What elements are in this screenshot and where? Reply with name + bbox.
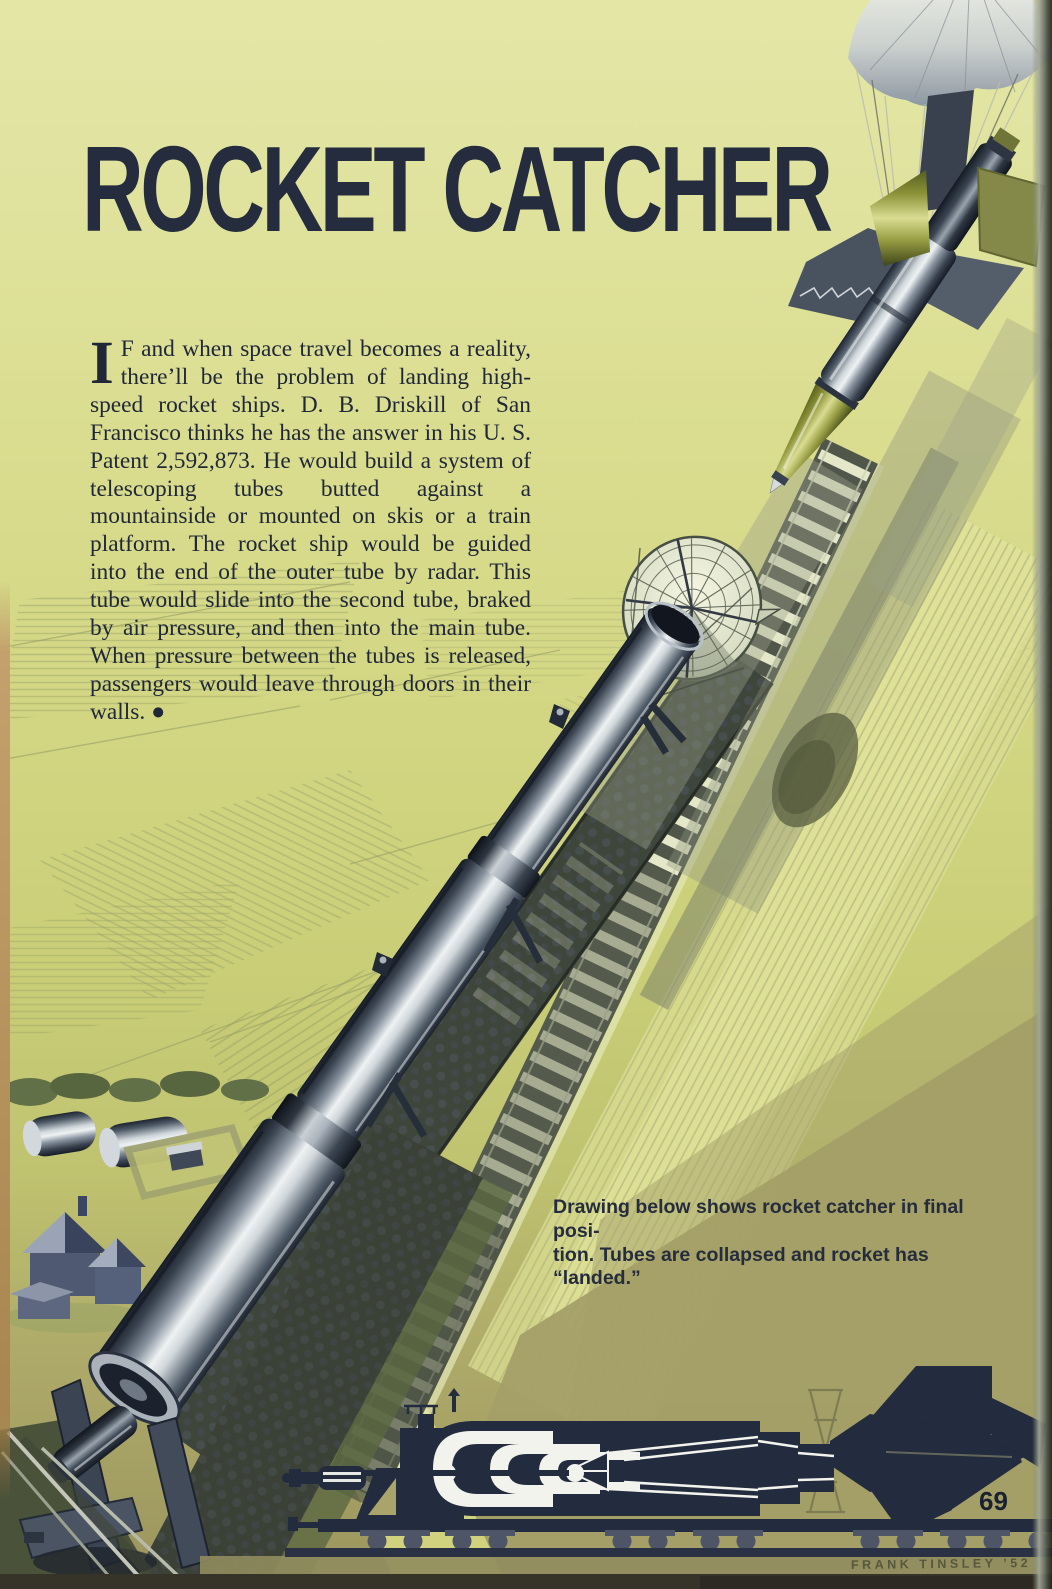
page-number: 69 xyxy=(979,1486,1008,1516)
page-title: ROCKET CATCHER xyxy=(82,121,830,257)
caption-line-1: Drawing below shows rocket catcher in final posi- xyxy=(553,1196,964,1242)
page-edge-left xyxy=(0,580,10,1500)
article-body-text: F and when space travel becomes a reality, there’ll be the problem of landing high-speed rocket ships. D. B. Driskill of San Francisco thinks he has the answer in his U. S. Patent 2,592,873. He would build a system of telescoping tubes butted against a mountainside or mounted on skis or a train platform. The rocket ship would be guided into the end of the outer tube by radar. This tube would slide into the second tube, braked by air pressure, and then into the main tube. When pressure between the tubes is released, passengers would leave through doors in their walls. ● xyxy=(90,336,531,725)
page-edge-right xyxy=(1032,0,1052,1589)
artist-credit: FRANK TINSLEY ’52 xyxy=(850,1556,1032,1572)
caption-line-2: tion. Tubes are collapsed and rocket has “landed.” xyxy=(553,1243,929,1290)
article-body xyxy=(90,330,531,727)
photo-caption xyxy=(553,1196,1013,1291)
page-bottom-edge-dark xyxy=(700,1576,1052,1589)
diagram-ground-line xyxy=(285,1548,1052,1557)
drop-cap: I xyxy=(90,330,114,397)
